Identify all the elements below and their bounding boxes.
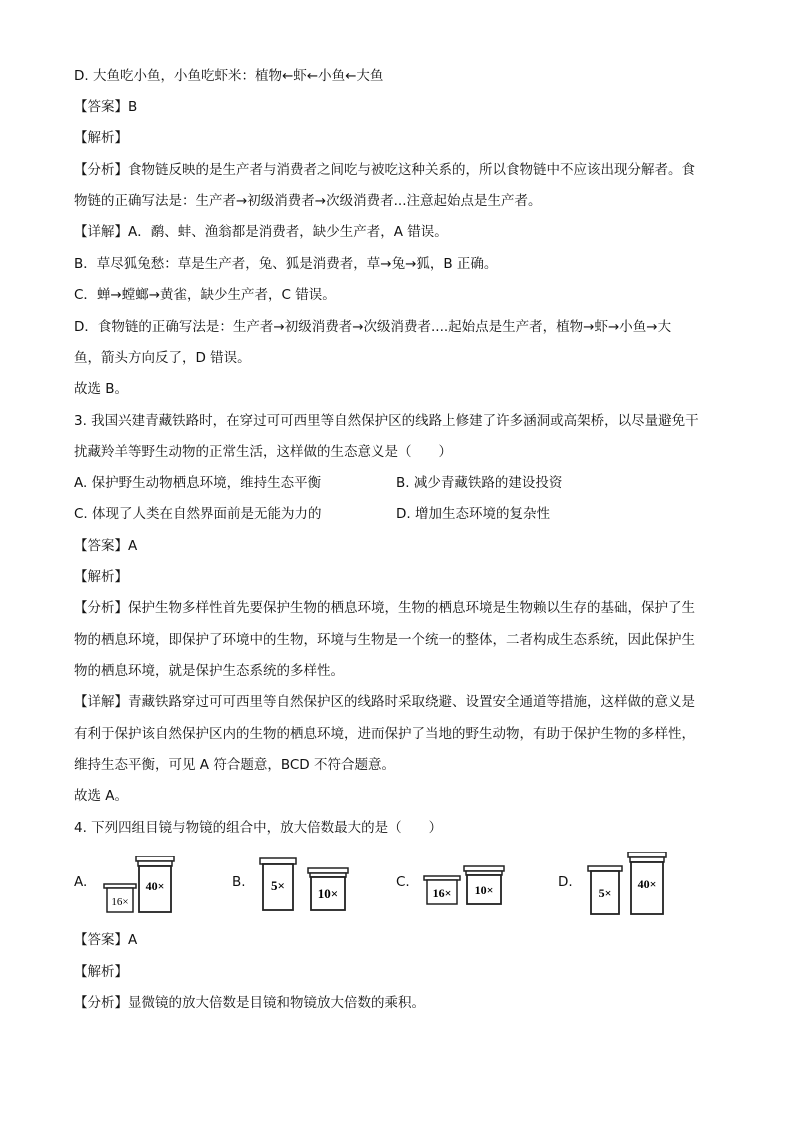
question-3-text: 3. 我国兴建青藏铁路时，在穿过可可西里等自然保护区的线路上修建了许多涵洞或高架桥，以尽量避免干	[74, 413, 699, 429]
analysis-text: 【分析】显微镜的放大倍数是目镜和物镜放大倍数的乘积。	[74, 995, 425, 1011]
detail-text: D．食物链的正确写法是：生产者→初级消费者→次级消费者....起始点是生产者，植物→虾→小鱼→大	[74, 319, 672, 335]
q4-option-a-lens-pair	[100, 856, 180, 920]
q4-option-d-label: D.	[558, 874, 573, 890]
q4-option-d-lens-pair	[586, 852, 676, 920]
analysis-text: 物的栖息环境，就是保护生态系统的多样性。	[74, 663, 344, 679]
q3-option-c: C. 体现了人类在自然界面前是无能为力的	[74, 506, 322, 522]
objective-label: 10×	[474, 883, 494, 897]
q4-option-b-lens-pair	[258, 856, 358, 920]
q2-option-d: D. 大鱼吃小鱼，小鱼吃虾米：植物←虾←小鱼←大鱼	[74, 68, 384, 84]
detail-text: 鱼，箭头方向反了，D 错误。	[74, 350, 251, 366]
q3-option-d: D. 增加生态环境的复杂性	[396, 506, 550, 522]
q3-option-a: A. 保护野生动物栖息环境，维持生态平衡	[74, 475, 322, 491]
q3-option-b: B. 减少青藏铁路的建设投资	[396, 475, 563, 491]
detail-text: C．蝉→螳螂→黄雀，缺少生产者，C 错误。	[74, 287, 336, 303]
conclusion-text: 故选 A。	[74, 788, 129, 804]
analysis-heading: 【解析】	[74, 964, 128, 980]
objective-label: 40×	[145, 879, 165, 893]
question-4-text: 4. 下列四组目镜与物镜的组合中，放大倍数最大的是（ ）	[74, 820, 443, 836]
objective-label: 10×	[317, 886, 339, 901]
q4-option-c-lens-pair	[422, 856, 512, 920]
analysis-heading: 【解析】	[74, 130, 128, 146]
detail-text: 【详解】青藏铁路穿过可可西里等自然保护区的线路时采取绕避、设置安全通道等措施，这样做的意义是	[74, 694, 695, 710]
eyepiece-label: 16×	[111, 896, 129, 908]
question-3-text: 扰藏羚羊等野生动物的正常生活，这样做的生态意义是（ ）	[74, 444, 452, 460]
objective-label: 40×	[637, 877, 657, 891]
q4-option-b-label: B.	[232, 874, 246, 890]
detail-text: 【详解】A．鹬、蚌、渔翁都是消费者，缺少生产者，A 错误。	[74, 224, 448, 240]
analysis-text: 物的栖息环境，即保护了环境中的生物，环境与生物是一个统一的整体，二者构成生态系统，因此保护生	[74, 632, 695, 648]
analysis-heading: 【解析】	[74, 569, 128, 585]
answer-label: 【答案】A	[74, 932, 138, 948]
answer-label: 【答案】A	[74, 538, 138, 554]
answer-label: 【答案】B	[74, 99, 138, 115]
eyepiece-label: 5×	[598, 886, 612, 900]
analysis-text: 【分析】保护生物多样性首先要保护生物的栖息环境，生物的栖息环境是生物赖以生存的基础，保护了生	[74, 600, 695, 616]
conclusion-text: 故选 B。	[74, 381, 129, 397]
q4-option-c-label: C.	[396, 874, 410, 890]
detail-text: B．草尽狐兔愁：草是生产者，兔、狐是消费者，草→兔→狐，B 正确。	[74, 256, 498, 272]
lens-options	[0, 850, 794, 920]
analysis-text: 【分析】食物链反映的是生产者与消费者之间吃与被吃这种关系的，所以食物链中不应该出现分解者。食	[74, 162, 695, 178]
detail-text: 维持生态平衡，可见 A 符合题意，BCD 不符合题意。	[74, 757, 395, 773]
eyepiece-label: 5×	[271, 878, 285, 893]
detail-text: 有利于保护该自然保护区内的生物的栖息环境，进而保护了当地的野生动物，有助于保护生物的多样性，	[74, 726, 695, 742]
analysis-text: 物链的正确写法是：生产者→初级消费者→次级消费者...注意起始点是生产者。	[74, 193, 542, 209]
eyepiece-label: 16×	[432, 886, 452, 900]
q4-option-a-label: A.	[74, 874, 88, 890]
